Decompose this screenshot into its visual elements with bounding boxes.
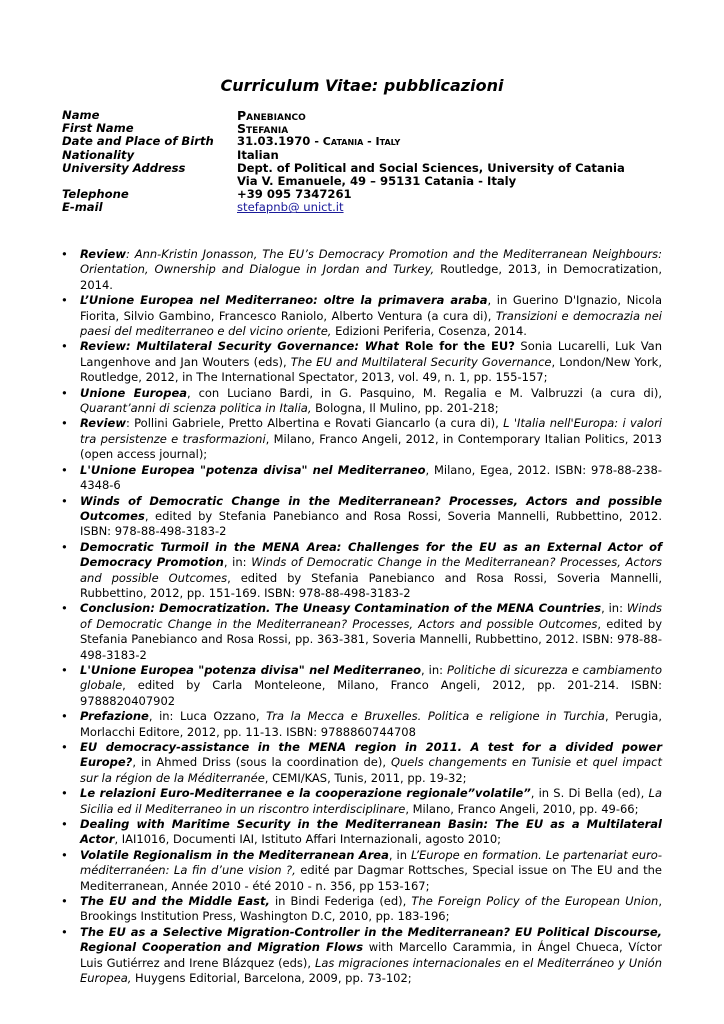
- info-row-birth: [62, 135, 682, 148]
- info-row-name: [62, 109, 682, 122]
- pub-details: , Brookings Institution Press, Washington D.C, 2010, pp. 183-196;: [80, 894, 663, 924]
- pub-source: The EU’s Democracy Promotion and the Mediterranean Neighbours: Orientation, Ownership and Dialogue in Jordan and Turkey,: [80, 247, 663, 277]
- pub-title-cont: Role for the EU?: [398, 339, 515, 354]
- pub-title: Review: Multilateral Security Governance: What: [80, 339, 399, 354]
- name-value: Panebianco: [237, 108, 306, 123]
- pub-source: Winds of Democratic Change in the Mediterranean? Processes, Actors and possible Outcomes: [80, 601, 662, 631]
- pub-title: Conclusion: Democratization. The Uneasy Contamination of the MENA Countries: [80, 601, 602, 616]
- bullet: •: [61, 740, 68, 754]
- pub-text: , in: Luca Ozzano,: [148, 709, 267, 724]
- pub-title: L'Unione Europea "potenza divisa" nel Mediterraneo: [80, 462, 426, 477]
- pub-source: L’Europe en formation. Le partenariat euro-méditerranéen: La fin d’une vision ?,: [80, 847, 662, 878]
- pub-title: Democratic Turmoil in the MENA Area: Challenges for the EU as an External Actor of Democracy Promotion: [80, 539, 662, 570]
- personal-info: [62, 109, 682, 215]
- bullet: •: [61, 817, 68, 832]
- pub-source: Transizioni e democrazia nei paesi del mediterraneo e del vicino oriente,: [80, 308, 662, 339]
- bullet: •: [61, 924, 68, 939]
- pub-text: , in:: [421, 662, 447, 677]
- pub-details: , edited by Carla Monteleone, Milano, Franco Angeli, 2012, pp. 201-214. ISBN: 9788820407902: [80, 678, 662, 708]
- list-item: [0, 247, 724, 293]
- bullet: •: [61, 539, 68, 554]
- pub-text: : Ann-Kristin Jonasson,: [125, 247, 263, 261]
- name-label: Name: [62, 108, 100, 122]
- pub-text: Sonia Lucarelli, Luk Van Langenhove and Jan Wouters (eds),: [80, 339, 663, 369]
- list-item: [0, 817, 724, 848]
- pub-details: Huygens Editorial, Barcelona, 2009, pp. 73-102;: [131, 971, 412, 986]
- pub-source: Las migraciones internacionales en el Mediterráneo y Unión Europea,: [80, 955, 663, 986]
- birth-value: [237, 135, 400, 148]
- bullet: •: [61, 493, 68, 508]
- pub-details: , edited by Stefania Panebianco and Rosa Rossi, pp. 363-381, Soveria Mannelli, Rubbettino, 2012. ISBN: 978-88-498-3183-2: [80, 616, 663, 662]
- page-title: Curriculum Vitae: pubblicazioni: [220, 76, 504, 95]
- list-item: [0, 925, 724, 987]
- telephone-value: +39 095 7347261: [237, 187, 352, 202]
- pub-text: : Pollini Gabriele, Pretto Albertina e Rovati Giancarlo (a cura di),: [125, 416, 504, 431]
- pub-title: Review: [80, 416, 126, 431]
- pub-text: , con Luciano Bardi, in G. Pasquino, M. Regalia e M. Valbruzzi (a cura di),: [187, 385, 663, 400]
- pub-text: , in S. Di Bella (ed),: [530, 786, 649, 801]
- pub-title: The EU and the Middle East,: [80, 894, 270, 909]
- pub-details: , Milano, Franco Angeli, 2012, in Contemporary Italian Politics, 2013 (open access journal);: [80, 431, 662, 462]
- pub-details: edité par Dagmar Rottsches, Special issue on The EU and the Mediterranean, Année 2010 - été 2010 - n. 356, pp 153-167;: [80, 863, 662, 893]
- pub-details: , CEMI/KAS, Tunis, 2011, pp. 19-32;: [264, 770, 467, 785]
- list-item: [0, 463, 724, 494]
- pub-title: Winds of Democratic Change in the Mediterranean? Processes, Actors and possible Outcomes: [80, 493, 662, 523]
- list-item: [0, 848, 724, 894]
- info-row-telephone: [62, 188, 682, 201]
- address-label: University Address: [62, 160, 186, 175]
- pub-text: with Marcello Carammia, in Ángel Chueca, Víctor Luis Gutiérrez and Irene Blázquez (eds),: [80, 940, 662, 970]
- pub-title: The EU as a Selective Migration-Controller in the Mediterranean? EU Political Discourse, Regional Cooperation and Migration Flows: [80, 924, 662, 955]
- pub-details: , edited by Stefania Panebianco and Rosa Rossi, Soveria Mannelli, Rubbettino, 2012. ISBN: 978-88-498-3183-2: [80, 508, 662, 539]
- pub-text: , in Ahmed Driss (sous la coordination de),: [132, 755, 391, 770]
- list-item: [0, 293, 724, 339]
- nationality-value: Italian: [237, 147, 279, 162]
- address-line-1: Dept. of Political and Social Sciences, University of Catania: [237, 160, 625, 175]
- bullet: •: [61, 662, 68, 677]
- bullet: •: [61, 847, 68, 862]
- pub-details: , London/New York, Routledge, 2012, in The International Spectator, 2013, vol. 49, n. 1, pp. 155-157;: [80, 354, 662, 385]
- list-item: [0, 663, 724, 709]
- pub-details: Edizioni Periferia, Cosenza, 2014.: [331, 324, 527, 339]
- pub-title: EU democracy-assistance in the MENA region in 2011. A test for a divided power Europe?: [80, 740, 662, 770]
- bullet: •: [61, 894, 68, 909]
- list-item: [0, 709, 724, 740]
- email-link[interactable]: stefapnb@ unict.it: [237, 200, 344, 215]
- pub-source: The Foreign Policy of the European Union: [411, 894, 659, 909]
- birth-label: Date and Place of Birth: [62, 134, 214, 149]
- birth-date: 31.03.1970: [237, 134, 311, 149]
- pub-details: , IAI1016, Documenti IAI, Istituto Affari Internazionali, agosto 2010;: [114, 832, 502, 847]
- list-item: [0, 894, 724, 925]
- list-item: [0, 786, 724, 817]
- bullet: •: [61, 339, 68, 354]
- bullet: •: [61, 385, 68, 400]
- pub-text: in Bindi Federiga (ed),: [269, 894, 412, 909]
- publication-list: [0, 247, 724, 987]
- pub-source: Quarant’anni di scienza politica in Italia,: [80, 401, 312, 416]
- info-row-email: [62, 201, 682, 214]
- pub-title: Le relazioni Euro-Mediterranee e la cooperazione regionale”volatile”: [80, 786, 531, 801]
- pub-details: , Milano, Franco Angeli, 2010, pp. 49-66;: [405, 801, 639, 816]
- pub-text: , in: [388, 847, 411, 862]
- pub-source: L 'Italia nell'Europa: i valori tra persistenze e trasformazioni: [80, 416, 662, 446]
- pub-source: Politiche di sicurezza e cambiamento globale: [80, 662, 663, 693]
- bullet: •: [61, 601, 68, 616]
- pub-title: L'Unione Europea "potenza divisa" nel Mediterraneo: [80, 662, 422, 677]
- list-item: [0, 740, 724, 786]
- pub-source: Tra la Mecca e Bruxelles. Politica e religione in Turchia: [266, 709, 605, 724]
- pub-details: , Perugia, Morlacchi Editore, 2012, pp. 11-13. ISBN: 9788860744708: [80, 709, 662, 739]
- address-value: [237, 162, 625, 188]
- first-name-value: Stefania: [237, 121, 289, 137]
- pub-source: Winds of Democratic Change in the Mediterranean? Processes, Actors and possible Outcomes: [80, 555, 662, 585]
- pub-title: Unione Europea: [80, 385, 188, 400]
- list-item: [0, 339, 724, 385]
- email-label: E-mail: [62, 200, 103, 215]
- info-row-address: [62, 162, 682, 188]
- bullet: •: [61, 247, 68, 261]
- pub-source: La Sicilia ed il Mediterraneo in un riscontro interdisciplinare: [80, 786, 662, 816]
- pub-text: , in Guerino D'Ignazio, Nicola Fiorita, Silvio Gambino, Francesco Raniolo, Alberto Ventura (a cura di),: [80, 293, 662, 323]
- pub-title: Prefazione: [80, 709, 149, 724]
- pub-title: Dealing with Maritime Security in the Mediterranean Basin: The EU as a Multilateral Actor: [80, 817, 662, 847]
- pub-title: Review: [80, 247, 126, 261]
- pub-text: , in:: [601, 601, 627, 616]
- bullet: •: [61, 462, 68, 477]
- list-item: [0, 494, 724, 540]
- list-item: [0, 601, 724, 663]
- pub-source: The EU and Multilateral Security Governance: [290, 354, 552, 369]
- pub-details: Routledge, 2013, in Democratization, 2014.: [80, 262, 662, 292]
- bullet: •: [61, 416, 68, 431]
- pub-details: , edited by Stefania Panebianco and Rosa Rossi, Soveria Mannelli, Rubbettino, 2012, pp. 151-169. ISBN: 978-88-498-3183-2: [80, 570, 662, 600]
- bullet: •: [61, 709, 68, 724]
- nationality-label: Nationality: [62, 147, 135, 162]
- telephone-label: Telephone: [62, 187, 129, 202]
- bullet: •: [61, 293, 68, 308]
- pub-source: Quels changements en Tunisie et quel impact sur la région de la Méditerranée: [80, 755, 662, 785]
- address-line-2: Via V. Emanuele, 49 – 95131 Catania - Italy: [237, 174, 517, 189]
- pub-details: Bologna, Il Mulino, pp. 201-218;: [311, 401, 499, 416]
- pub-title: L’Unione Europea nel Mediterraneo: oltre la primavera araba: [80, 293, 488, 308]
- birth-place: - Catania - Italy: [314, 135, 401, 149]
- first-name-label: First Name: [62, 121, 134, 136]
- list-item: [0, 386, 724, 417]
- pub-title: Volatile Regionalism in the Mediterranean Area: [80, 847, 389, 862]
- list-item: [0, 540, 724, 602]
- bullet: •: [61, 786, 68, 801]
- pub-text: , in:: [223, 555, 252, 570]
- pub-details: , Milano, Egea, 2012. ISBN: 978-88-238-4348-6: [80, 462, 662, 493]
- list-item: [0, 416, 724, 462]
